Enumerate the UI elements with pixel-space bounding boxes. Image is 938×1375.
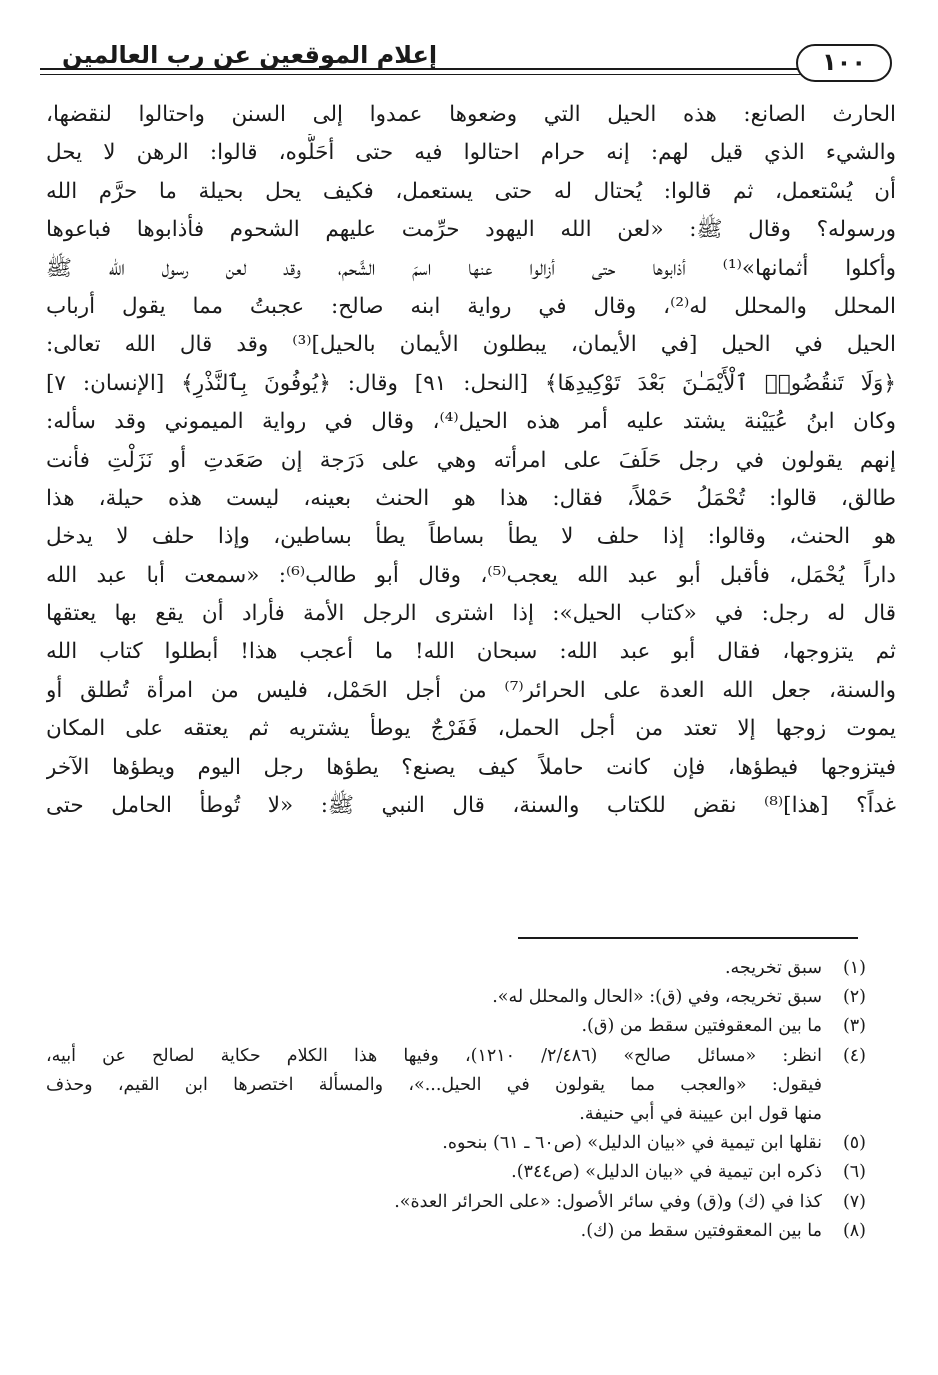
main-text	[46, 96, 896, 825]
header-rule	[40, 68, 808, 70]
footnote	[46, 1012, 866, 1041]
footnote	[46, 1129, 866, 1158]
footnote	[46, 1042, 866, 1130]
text-line: داراً يُحْمَل، فأقبل أبو عبد الله يعجب⁽⁵⁾، وقال أبو طالب⁽⁶⁾: «سمعت أبا عبد الله	[46, 562, 896, 588]
footnote-number: (٢)	[842, 987, 866, 1008]
text-line: وأكلوا أثمانها»⁽¹⁾ أذابوها حتى أزالوا عنها اسمَ الشَّحم، وقد لعن رسول الله ﷺ	[46, 255, 896, 281]
footnote-text	[46, 954, 822, 983]
footnote-text	[46, 1217, 822, 1246]
running-title: إعلام الموقعين عن رب العالمين	[62, 41, 438, 69]
footnote-line: نقلها ابن تيمية في «بيان الدليل» (ص٦٠ ـ ٦١) بنحوه.	[442, 1133, 822, 1154]
footnote-text	[46, 983, 822, 1012]
footnote-text	[46, 1012, 822, 1041]
text-line: يموت زوجها إلا تعتد من أجل الحمل، فَفَرْجٌ يوطأ يشتريه ثم يعتقه على المكان	[46, 716, 896, 742]
footnote-line: فيقول: «والعجب مما يقولون في الحيل...»، والمسألة اختصرها ابن القيم، وحذف	[46, 1074, 822, 1095]
text-line: والشيء الذي قيل لهم: إنه حرام احتالوا فيه حتى أحَلُّوه، قالوا: الرهن لا يحل	[46, 140, 896, 166]
footnote-number: (٣)	[842, 1016, 866, 1037]
page-header	[40, 38, 898, 84]
text-line: ورسوله؟ وقال ﷺ: «لعن الله اليهود حرِّمت عليهم الشحوم فأذابوها فباعوها	[46, 217, 896, 243]
footnote-text	[46, 1129, 822, 1158]
footnote-number: (٥)	[842, 1133, 866, 1154]
footnote-line: ما بين المعقوفتين سقط من (ك).	[580, 1220, 822, 1241]
text-line: قال له رجل: في «كتاب الحيل»: إذا اشترى الرجل الأمة فأراد أن يقع بها يعتقها	[46, 601, 896, 627]
footnote-text	[46, 1158, 822, 1187]
footnotes	[46, 954, 866, 1246]
footnote	[46, 954, 866, 983]
footnote	[46, 1158, 866, 1187]
footnote-divider	[518, 937, 858, 939]
text-line: والسنة، جعل الله العدة على الحرائر⁽⁷⁾ من أجل الحَمْل، فليس من امرأة تُطلق أو	[46, 677, 896, 703]
text-line: طالق، قالوا: تُحْمَلُ حَمْلاً، فقال: هذا هو الحنث بعينه، ليست هذه حيلة، هذا	[46, 485, 896, 511]
footnote	[46, 983, 866, 1012]
text-line: المحلل والمحلل له⁽²⁾، وقال في رواية ابنه صالح: عجبتُ مما يقول أرباب	[46, 293, 896, 319]
footnote-line: ما بين المعقوفتين سقط من (ق).	[581, 1016, 822, 1037]
text-line: إنهم يقولون في رجل حَلَفَ على امرأته وهي على دَرَجة إن صَعَدتِ أو نَزَلْتِ فأنت	[46, 447, 896, 473]
page-number: ١٠٠	[796, 44, 892, 82]
text-line: ﴿وَلَا تَنقُضُوا۟ ٱلْأَيْمَـٰنَ بَعْدَ تَوْكِيدِهَا﴾ [النحل: ٩١] وقال: ﴿يُوفُونَ بِٱلنَّذْرِ﴾ [الإنسان: ٧]	[46, 370, 896, 396]
text-line: هو الحنث، وقالوا: إذا حلف لا يطأ بساطاً يطأ بساطين، وإذا حلف لا يدخل	[46, 524, 896, 550]
text-line: الحيل في الحيل [في الأيمان، يبطلون الأيمان بالحيل]⁽³⁾ وقد قال الله تعالى:	[46, 332, 896, 358]
text-line: وكان ابنُ عُيَيْنة يشتد عليه أمر هذه الحيل⁽⁴⁾، وقال في رواية الميموني وقد سأله:	[46, 409, 896, 435]
footnote-number: (٨)	[842, 1220, 866, 1241]
footnote-number: (٧)	[842, 1191, 866, 1212]
footnote-number: (٦)	[842, 1162, 866, 1183]
footnote	[46, 1217, 866, 1246]
text-line: غداً؟ [هذا]⁽⁸⁾ نقض للكتاب والسنة، قال النبي ﷺ: «لا تُوطأ الحامل حتى	[46, 793, 896, 819]
text-line: الحارث الصانع: هذه الحيل التي وضعوها عمدوا إلى السنن واحتالوا لنقضها،	[46, 102, 896, 127]
header-rule-thin	[40, 74, 808, 75]
text-line: أن يُسْتعمل، ثم قالوا: يُحتال له حتى يستعمل، فكيف يحل بحيلة ما حرَّم الله	[46, 178, 896, 204]
footnote-line: ذكره ابن تيمية في «بيان الدليل» (ص٣٤٤).	[511, 1162, 822, 1183]
footnote-number: (٤)	[842, 1045, 866, 1066]
text-line: فيتزوجها فيطؤها، فإن كانت حاملاً كيف يصنع؟ يطؤها رجل اليوم ويطؤها الآخر	[46, 754, 896, 780]
footnote-line: سبق تخريجه، وفي (ق): «الحال والمحلل له».	[492, 987, 822, 1008]
footnote	[46, 1188, 866, 1217]
footnote-number: (١)	[842, 958, 866, 978]
footnote-text	[46, 1042, 822, 1130]
footnote-line: كذا في (ك) و(ق) وفي سائر الأصول: «على الحرائر العدة».	[394, 1191, 822, 1212]
footnote-line: منها قول ابن عيينة في أبي حنيفة.	[579, 1103, 822, 1124]
footnote-line: سبق تخريجه.	[724, 958, 822, 978]
text-line: ثم يتزوجها، فقال أبو عبد الله: سبحان الله! ما أعجب هذا! أبطلوا كتاب الله	[46, 639, 896, 665]
footnote-text	[46, 1188, 822, 1217]
footnote-line: انظر: «مسائل صالح» (٢/٤٨٦/ ١٢١٠)، وفيها هذا الكلام حكاية لصالح عن أبيه،	[46, 1045, 822, 1066]
